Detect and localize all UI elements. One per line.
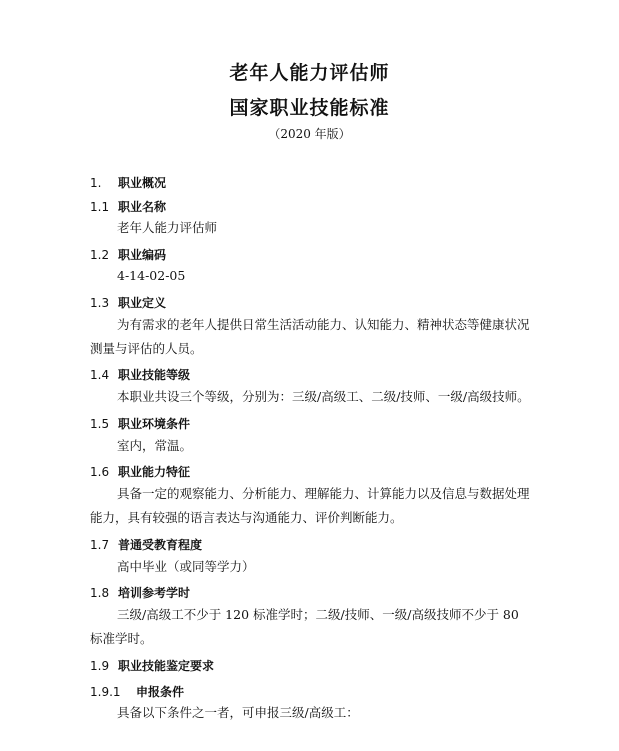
section-title: 职业技能等级 <box>118 368 191 382</box>
section-title: 普通受教育程度 <box>118 538 203 552</box>
section-title: 职业名称 <box>118 200 167 214</box>
section-title: 职业定义 <box>118 296 167 310</box>
section-heading-1-1 <box>90 198 166 215</box>
section-text-1-9-1: 具备以下条件之一者，可申报三级/高级工： <box>117 705 359 720</box>
section-text-1-8-line1 <box>90 603 530 627</box>
section-heading-1-7 <box>90 536 202 553</box>
section-number: 1.6 <box>90 465 110 479</box>
doc-edition: （2020 年版） <box>268 127 351 141</box>
section-text-1-2: 4-14-02-05 <box>117 268 186 283</box>
section-heading-1-2 <box>90 246 166 263</box>
section-heading-1-4 <box>90 366 190 383</box>
section-heading-1-8 <box>90 584 190 601</box>
section-text-1-3-line1 <box>90 313 530 337</box>
section-heading-1-5 <box>90 415 190 432</box>
section-number: 1.3 <box>90 296 110 310</box>
section-text-1-7: 高中毕业（或同等学力） <box>117 559 255 574</box>
section-number: 1.5 <box>90 417 110 431</box>
section-text-1-6-line1 <box>90 482 530 506</box>
paragraph-line: 为有需求的老年人提供日常生活活动能力、认知能力、精神状态等健康状况 <box>117 317 530 332</box>
section-number: 1.9 <box>90 659 110 673</box>
section-text-1-4: 本职业共设三个等级，分别为：三级/高级工、二级/技师、一级/高级技师。 <box>117 389 530 404</box>
section-title: 职业能力特征 <box>118 465 191 479</box>
section-number: 1.8 <box>90 586 110 600</box>
section-text-1-5: 室内，常温。 <box>117 438 193 453</box>
section-heading-1-3 <box>90 294 166 311</box>
section-title: 职业编码 <box>118 248 167 262</box>
section-number: 1.2 <box>90 248 110 262</box>
section-title: 培训参考学时 <box>118 586 191 600</box>
section-title: 职业概况 <box>118 176 167 190</box>
section-heading-1-9-1 <box>90 683 184 700</box>
section-number: 1.4 <box>90 368 110 382</box>
section-title: 职业技能鉴定要求 <box>118 659 215 673</box>
paragraph-line: 三级/高级工不少于 120 标准学时；二级/技师、一级/高级技师不少于 80 <box>117 607 519 622</box>
section-number: 1.9.1 <box>90 685 121 699</box>
doc-title-line2: 国家职业技能标准 <box>229 97 390 119</box>
section-number: 1.7 <box>90 538 110 552</box>
section-heading-1 <box>90 174 166 191</box>
section-text-1-8-line2: 标准学时。 <box>90 631 153 646</box>
paragraph-line: 具备一定的观察能力、分析能力、理解能力、计算能力以及信息与数据处理 <box>117 486 530 501</box>
section-text-1-1: 老年人能力评估师 <box>117 220 218 235</box>
section-text-1-3-line2: 测量与评估的人员。 <box>90 341 203 356</box>
section-heading-1-9 <box>90 657 214 674</box>
section-heading-1-6 <box>90 463 190 480</box>
section-number: 1.1 <box>90 200 110 214</box>
section-title: 职业环境条件 <box>118 417 191 431</box>
section-number: 1. <box>90 176 102 190</box>
section-title: 申报条件 <box>136 685 185 699</box>
doc-title-line1: 老年人能力评估师 <box>229 62 390 84</box>
section-text-1-6-line2: 能力，具有较强的语言表达与沟通能力、评价判断能力。 <box>90 510 403 525</box>
